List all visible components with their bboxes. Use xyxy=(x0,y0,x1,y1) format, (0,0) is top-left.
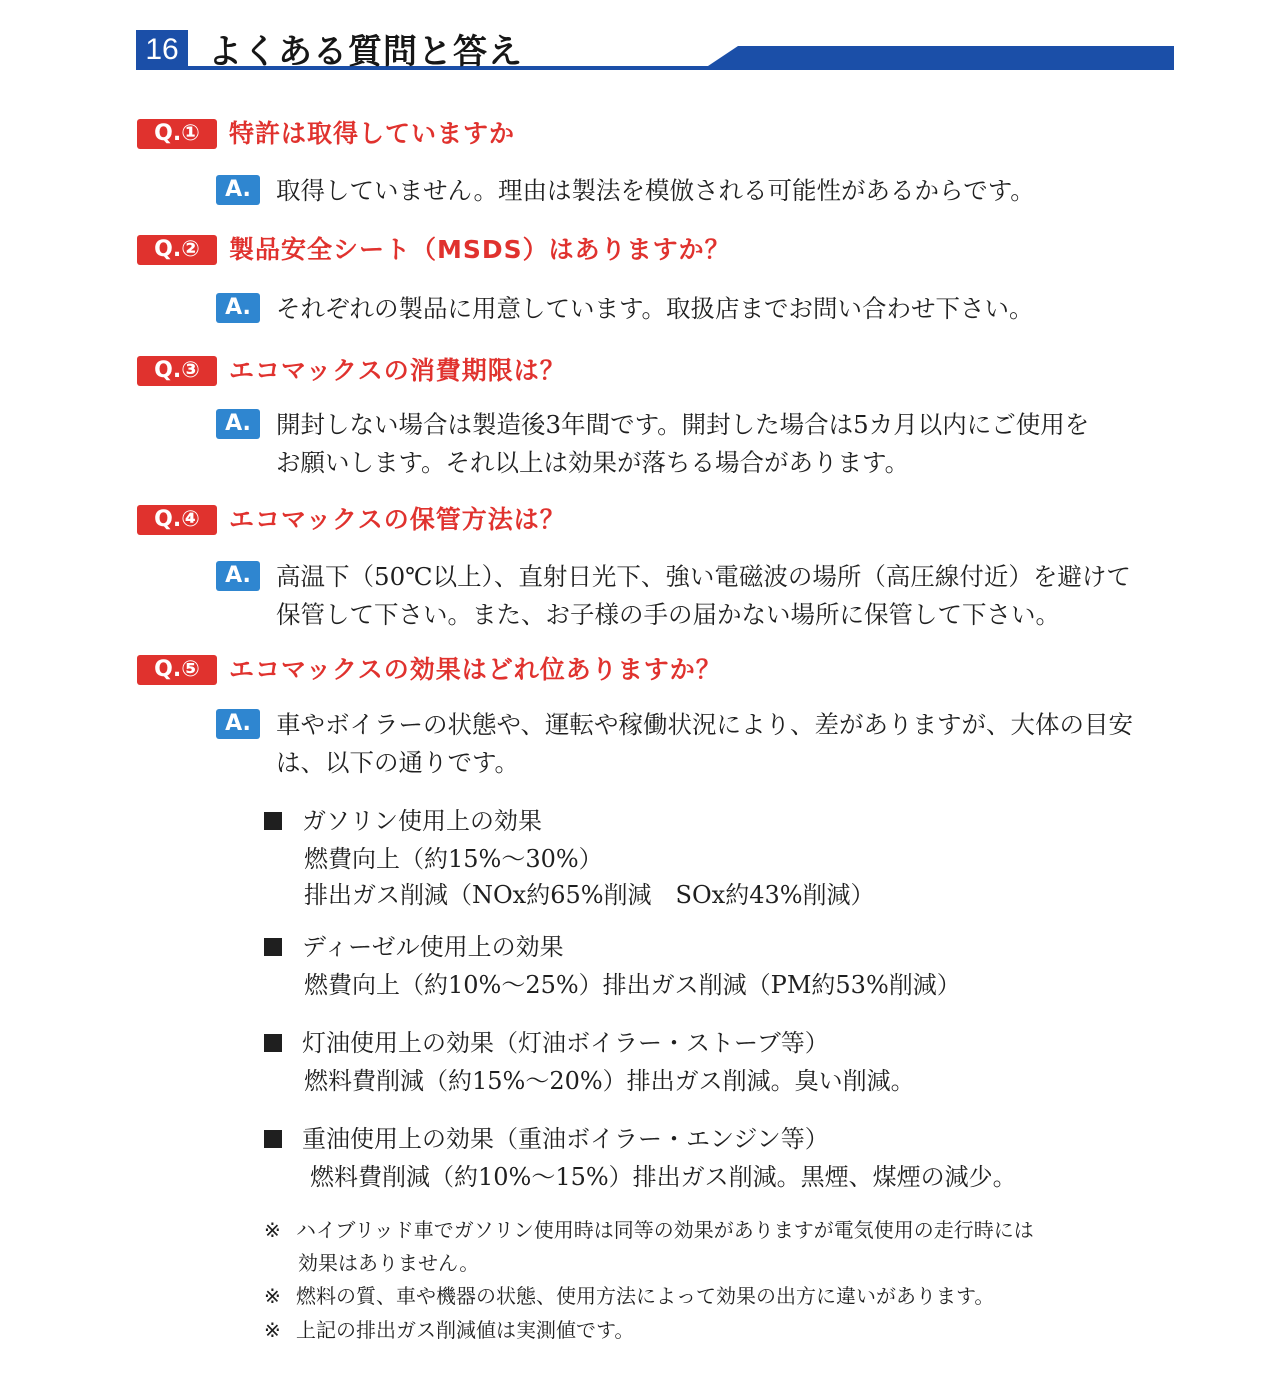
question-badge: Q.③ xyxy=(137,356,217,386)
note-1 xyxy=(264,1214,1164,1247)
effect-line: 燃費向上（約10%～25%）排出ガス削減（PM約53%削減） xyxy=(304,971,961,999)
question-text: 製品安全シート（MSDS）はありますか？ xyxy=(229,235,731,264)
answer-text: 取得していません。理由は製法を模倣される可能性があるからです。 xyxy=(276,176,1035,205)
question-badge: Q.② xyxy=(137,235,217,265)
note-3 xyxy=(264,1314,1164,1347)
question-badge: Q.① xyxy=(137,119,217,149)
effect-line: 燃費向上（約15%～30%） xyxy=(304,845,603,873)
effect-title: ガソリン使用上の効果 xyxy=(302,807,542,835)
answer-badge: A. xyxy=(216,293,260,323)
note-text: ハイブリッド車でガソリン使用時は同等の効果がありますが電気使用の走行時には xyxy=(296,1218,1034,1242)
page-title: よくある質問と答え xyxy=(208,32,523,72)
section-header xyxy=(136,26,1174,70)
answer-badge: A. xyxy=(216,175,260,205)
effect-title: 重油使用上の効果（重油ボイラー・エンジン等） xyxy=(302,1125,829,1153)
answer-text: 高温下（50℃以上）、直射日光下、強い電磁波の場所（高圧線付近）を避けて 保管して下さい。また、お子様の手の届かない場所に保管して下さい。 xyxy=(276,562,1131,629)
question-text: エコマックスの消費期限は？ xyxy=(229,356,566,385)
answer-text: それぞれの製品に用意しています。取扱店までお問い合わせ下さい。 xyxy=(276,294,1034,323)
reference-mark-icon: ※ xyxy=(264,1284,281,1308)
question-text: 特許は取得していますか xyxy=(229,119,516,148)
effect-line: 排出ガス削減（NOx約65%削減 SOx約43%削減） xyxy=(304,881,875,909)
note-text: 上記の排出ガス削減値は実測値です。 xyxy=(296,1318,635,1342)
answer-badge: A. xyxy=(216,709,260,739)
square-bullet-icon xyxy=(264,938,282,956)
square-bullet-icon xyxy=(264,812,282,830)
note-2 xyxy=(264,1280,1164,1313)
section-number: 16 xyxy=(136,30,188,70)
question-text: エコマックスの保管方法は？ xyxy=(229,505,566,534)
note-text: 燃料の質、車や機器の状態、使用方法によって効果の出方に違いがあります。 xyxy=(296,1284,995,1308)
note-1-continued: 効果はありません。 xyxy=(298,1251,480,1275)
answer-badge: A. xyxy=(216,561,260,591)
effect-line: 燃料費削減（約15%～20%）排出ガス削減。臭い削減。 xyxy=(304,1067,915,1095)
reference-mark-icon: ※ xyxy=(264,1218,281,1242)
effect-line: 燃料費削減（約10%～15%）排出ガス削減。黒煙、煤煙の減少。 xyxy=(310,1163,1017,1191)
answer-badge: A. xyxy=(216,409,260,439)
effect-title: ディーゼル使用上の効果 xyxy=(302,933,564,961)
reference-mark-icon: ※ xyxy=(264,1318,281,1342)
question-badge: Q.④ xyxy=(137,505,217,535)
answer-text: 車やボイラーの状態や、運転や稼働状況により、差がありますが、大体の目安 は、以下の通りです。 xyxy=(276,710,1134,777)
answer-text: 開封しない場合は製造後3年間です。開封した場合は5カ月以内にご使用を お願いします。それ以上は効果が落ちる場合があります。 xyxy=(276,410,1090,477)
effect-title: 灯油使用上の効果（灯油ボイラー・ストーブ等） xyxy=(302,1029,829,1057)
square-bullet-icon xyxy=(264,1034,282,1052)
question-badge: Q.⑤ xyxy=(137,655,217,685)
question-text: エコマックスの効果はどれ位ありますか？ xyxy=(229,655,722,684)
square-bullet-icon xyxy=(264,1130,282,1148)
